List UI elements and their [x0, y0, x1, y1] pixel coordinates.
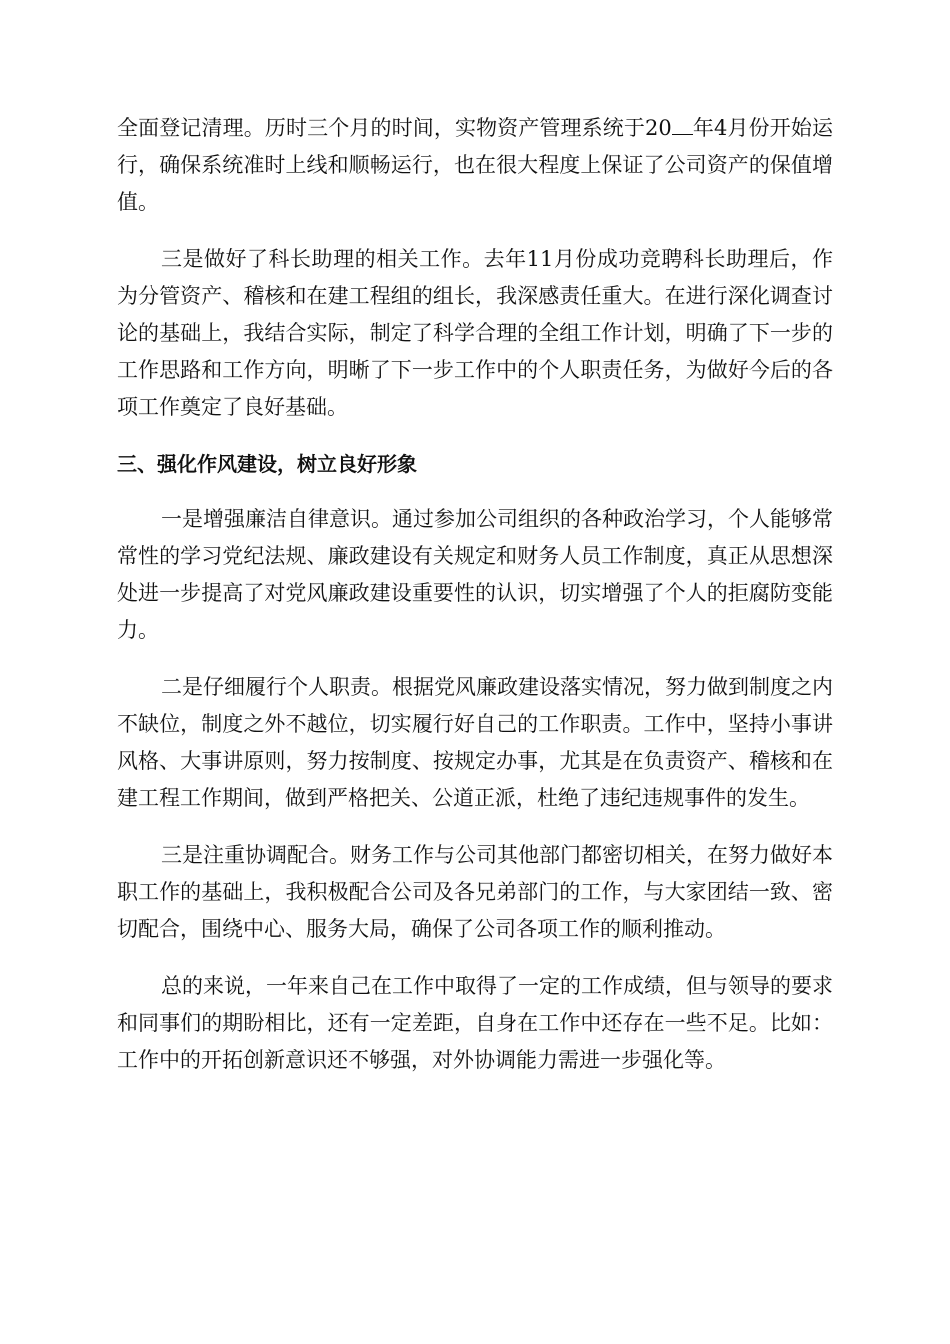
paragraph-text-part-1: 全面登记清理。历时三个月的时间，实物资产管理系统于20 [117, 116, 672, 140]
document-body [117, 110, 833, 1099]
paragraph-coordination: 三是注重协调配合。财务工作与公司其他部门都密切相关，在努力做好本职工作的基础上，我积极配合公司及各兄弟部门的工作，与大家团结一致、密切配合，围绕中心、服务大局，确保了公司各项工作的顺利推动。 [117, 843, 833, 941]
blank-underline [672, 115, 693, 135]
section-heading: 三、强化作风建设，树立良好形象 [117, 452, 417, 476]
paragraph-asset-registration [117, 110, 833, 221]
paragraph-section-assistant: 三是做好了科长助理的相关工作。去年11月份成功竞聘科长助理后，作为分管资产、稽核和在建工程组的组长，我深感责任重大。在进行深化调查讨论的基础上，我结合实际，制定了科学合理的全组工作计划，明确了下一步的工作思路和工作方向，明晰了下一步工作中的个人职责任务，为做好今后的各项工作奠定了良好基础。 [117, 247, 833, 419]
paragraph-duty-performance: 二是仔细履行个人职责。根据党风廉政建设落实情况，努力做到制度之内不缺位，制度之外不越位，切实履行好自己的工作职责。工作中，坚持小事讲风格、大事讲原则，努力按制度、按规定办事，尤其是在负责资产、稽核和在建工程工作期间，做到严格把关、公道正派，杜绝了违纪违规事件的发生。 [117, 675, 833, 810]
paragraph-integrity-awareness: 一是增强廉洁自律意识。通过参加公司组织的各种政治学习，个人能够常常性的学习党纪法规、廉政建设有关规定和财务人员工作制度，真正从思想深处进一步提高了对党风廉政建设重要性的认识，切实增强了个人的拒腐防变能力。 [117, 507, 833, 642]
paragraph-text-part-2: 年4月份开始运行，确保系统准时上线和顺畅运行，也在很大程度上保证了公司资产的保值增值。 [117, 116, 833, 214]
paragraph-summary: 总的来说，一年来自己在工作中取得了一定的工作成绩，但与领导的要求和同事们的期盼相比，还有一定差距，自身在工作中还存在一些不足。比如：工作中的开拓创新意识还不够强，对外协调能力需进一步强化等。 [117, 974, 833, 1072]
